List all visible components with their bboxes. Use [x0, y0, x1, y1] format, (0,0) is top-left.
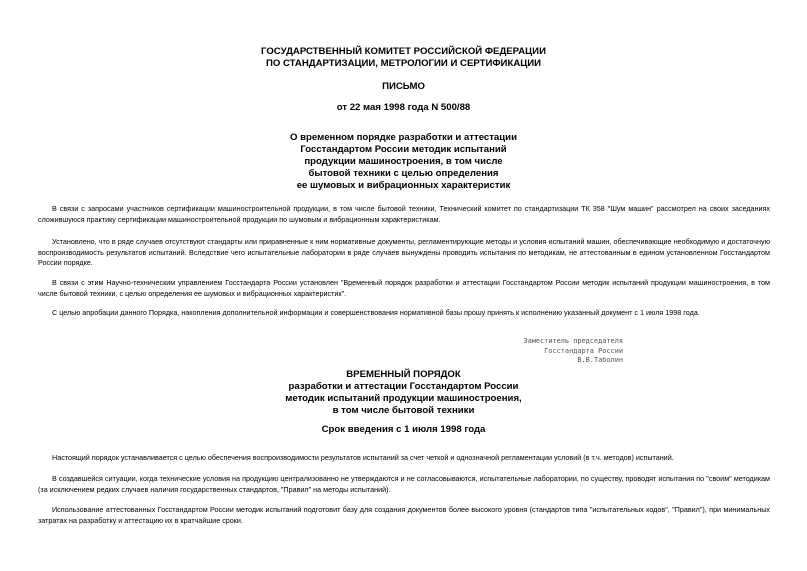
letter-title-line: ее шумовых и вибрационных характеристик [296, 180, 511, 191]
committee-header [0, 46, 807, 70]
order-title-line: методик испытаний продукции машиностроения, [285, 393, 522, 404]
letter-title-line: бытовой техники с целью определения [308, 168, 499, 179]
signature-name: В.В.Таболин [577, 356, 623, 365]
document-date [0, 102, 807, 114]
order-paragraph: Использование аттестованных Госстандартом России методик испытаний подготовит базу для создания документов более высокого уровня (стандартов типа "испытательных кодов", "Правил"), при минимальных затратах на разработку и аттестацию их в кратчайшие сроки. [38, 505, 770, 525]
document-date-number: от 22 мая 1998 года N 500/88 [336, 102, 471, 113]
effective-date [0, 424, 807, 436]
document-type-label: ПИСЬМО [382, 81, 425, 92]
committee-line-2: ПО СТАНДАРТИЗАЦИИ, МЕТРОЛОГИИ И СЕРТИФИКАЦИИ [265, 58, 542, 69]
order-title-line: ВРЕМЕННЫЙ ПОРЯДОК [346, 369, 461, 380]
letter-title-line: продукции машиностроения, в том числе [304, 156, 503, 167]
document-type [0, 81, 807, 93]
letter-title [0, 132, 807, 192]
letter-paragraph: В связи с этим Научно-техническим управлением Госстандарта России установлен "Временный порядок разработки и аттестации Госстандартом России методик испытаний продукции машиностроения, в том числе бытовой техники, с целью определения ее шумовых и вибрационных характеристик". [38, 278, 770, 298]
letter-paragraph: Установлено, что в ряде случаев отсутствуют стандарты или приравненные к ним нормативные документы, регламентирующие методы и условия испытаний машин, обеспечивающие необходимую и достаточную воспроизводимость результатов испытаний. Вследствие чего испытательные лаборатории в ряде случаев вынуждены проводить испытания по методикам, не аттестованным в едином установленном Госстандартом России порядке. [38, 237, 770, 267]
signature-position: Заместитель председателя [523, 337, 623, 345]
order-title [0, 369, 807, 417]
letter-title-line: Госстандартом России методик испытаний [300, 144, 507, 155]
order-title-line: в том числе бытовой техники [332, 405, 475, 416]
committee-line-1: ГОСУДАРСТВЕННЫЙ КОМИТЕТ РОССИЙСКОЙ ФЕДЕРАЦИИ [261, 46, 546, 57]
letter-paragraph: С целью апробации данного Порядка, накопления дополнительной информации и совершенствования нормативной базы прошу принять к исполнению указанный документ с 1 июля 1998 года. [52, 308, 700, 317]
order-paragraph: Настоящий порядок устанавливается с целью обеспечения воспроизводимости результатов испытаний за счет четкой и однозначной регламентации условий (в т.ч. методов) испытаний. [52, 453, 674, 462]
order-title-line: разработки и аттестации Госстандартом России [288, 381, 519, 392]
effective-date-text: Срок введения с 1 июля 1998 года [321, 424, 486, 435]
signature-organization: Госстандарта России [544, 346, 623, 355]
letter-title-line: О временном порядке разработки и аттестации [290, 132, 517, 143]
order-paragraph: В создавшейся ситуации, когда технические условия на продукцию централизованно не утверждаются и не согласовываются, испытательные лаборатории, по существу, проводят испытания по "своим" методикам (за исключением редких случаев наличия государственных стандартов, "Правил" на методы испытаний). [38, 474, 770, 494]
letter-paragraph: В связи с запросами участников сертификации машиностроительной продукции, в том числе бытовой техники, Технический комитет по стандартизации ТК 358 "Шум машин" рассмотрел на своих заседаниях сложившуюся практику сертификации машиностроительной продукции по шумовым и вибрационным характеристикам. [38, 204, 770, 224]
signature-block [480, 337, 623, 366]
